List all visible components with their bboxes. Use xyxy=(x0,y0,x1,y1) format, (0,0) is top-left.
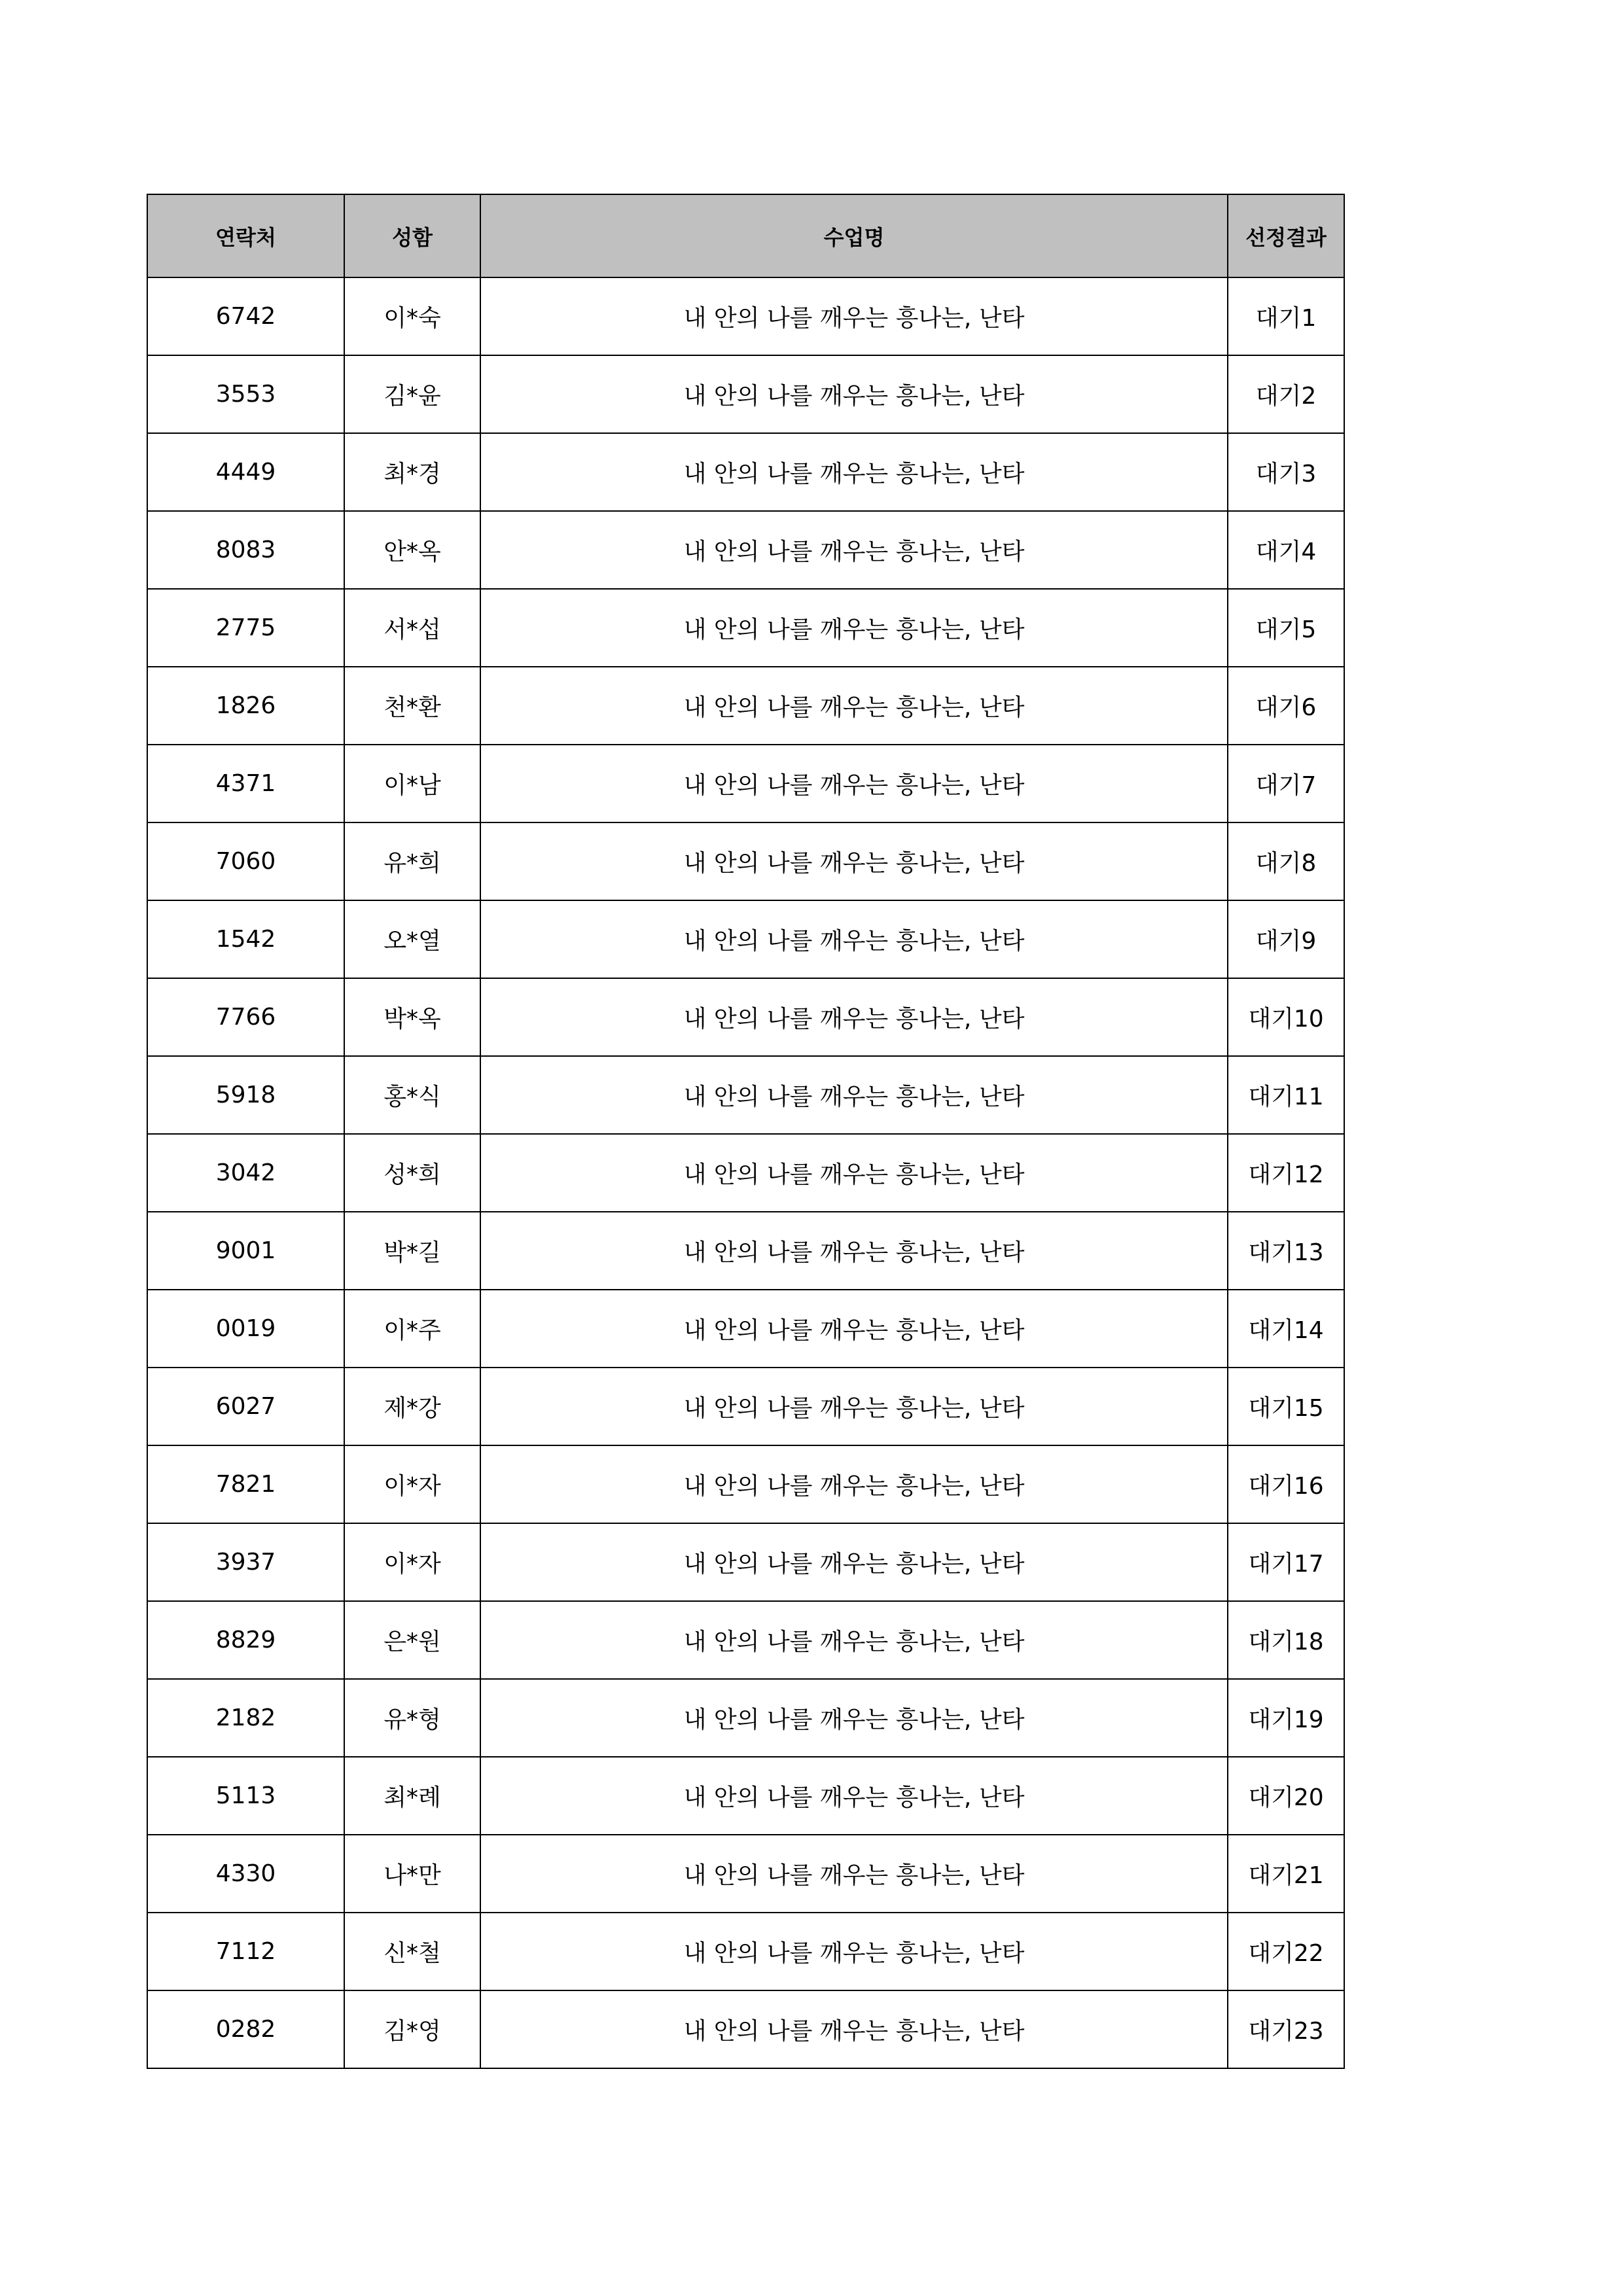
cell-name: 유*희 xyxy=(344,822,480,900)
cell-class-name: 내 안의 나를 깨우는 흥나는, 난타 xyxy=(480,822,1228,900)
table-row xyxy=(147,1913,1344,1990)
cell-result: 대기4 xyxy=(1228,511,1344,589)
table-row xyxy=(147,277,1344,355)
cell-result: 대기19 xyxy=(1228,1679,1344,1757)
cell-name: 오*열 xyxy=(344,900,480,978)
cell-class-name: 내 안의 나를 깨우는 흥나는, 난타 xyxy=(480,1601,1228,1679)
cell-class-name: 내 안의 나를 깨우는 흥나는, 난타 xyxy=(480,1913,1228,1990)
cell-name: 이*남 xyxy=(344,745,480,822)
cell-result: 대기17 xyxy=(1228,1523,1344,1601)
cell-contact: 2775 xyxy=(147,589,344,667)
cell-name: 박*길 xyxy=(344,1212,480,1290)
table-row xyxy=(147,1523,1344,1601)
cell-class-name: 내 안의 나를 깨우는 흥나는, 난타 xyxy=(480,589,1228,667)
cell-result: 대기5 xyxy=(1228,589,1344,667)
cell-name: 홍*식 xyxy=(344,1056,480,1134)
cell-name: 최*례 xyxy=(344,1757,480,1835)
cell-result: 대기2 xyxy=(1228,355,1344,433)
waitlist-table xyxy=(147,194,1345,2069)
cell-name: 안*옥 xyxy=(344,511,480,589)
cell-name: 은*원 xyxy=(344,1601,480,1679)
cell-contact: 0282 xyxy=(147,1990,344,2068)
table-row xyxy=(147,1601,1344,1679)
cell-class-name: 내 안의 나를 깨우는 흥나는, 난타 xyxy=(480,1757,1228,1835)
cell-result: 대기23 xyxy=(1228,1990,1344,2068)
table-row xyxy=(147,511,1344,589)
cell-name: 천*환 xyxy=(344,667,480,745)
table-row xyxy=(147,1056,1344,1134)
cell-contact: 5113 xyxy=(147,1757,344,1835)
cell-name: 박*옥 xyxy=(344,978,480,1056)
cell-result: 대기13 xyxy=(1228,1212,1344,1290)
table-row xyxy=(147,589,1344,667)
cell-name: 김*윤 xyxy=(344,355,480,433)
cell-contact: 7112 xyxy=(147,1913,344,1990)
cell-contact: 3042 xyxy=(147,1134,344,1212)
cell-contact: 4449 xyxy=(147,433,344,511)
cell-result: 대기16 xyxy=(1228,1445,1344,1523)
cell-result: 대기14 xyxy=(1228,1290,1344,1368)
cell-contact: 0019 xyxy=(147,1290,344,1368)
cell-name: 김*영 xyxy=(344,1990,480,2068)
table-row xyxy=(147,1445,1344,1523)
table-row xyxy=(147,355,1344,433)
cell-name: 성*희 xyxy=(344,1134,480,1212)
cell-result: 대기6 xyxy=(1228,667,1344,745)
cell-class-name: 내 안의 나를 깨우는 흥나는, 난타 xyxy=(480,1368,1228,1445)
cell-contact: 4371 xyxy=(147,745,344,822)
table-row xyxy=(147,667,1344,745)
cell-contact: 1542 xyxy=(147,900,344,978)
table-row xyxy=(147,900,1344,978)
cell-contact: 5918 xyxy=(147,1056,344,1134)
header-name: 성함 xyxy=(344,194,480,277)
cell-contact: 4330 xyxy=(147,1835,344,1913)
cell-class-name: 내 안의 나를 깨우는 흥나는, 난타 xyxy=(480,1990,1228,2068)
cell-class-name: 내 안의 나를 깨우는 흥나는, 난타 xyxy=(480,1445,1228,1523)
cell-result: 대기12 xyxy=(1228,1134,1344,1212)
cell-result: 대기8 xyxy=(1228,822,1344,900)
cell-result: 대기21 xyxy=(1228,1835,1344,1913)
table-row xyxy=(147,745,1344,822)
cell-contact: 6027 xyxy=(147,1368,344,1445)
cell-result: 대기7 xyxy=(1228,745,1344,822)
cell-class-name: 내 안의 나를 깨우는 흥나는, 난타 xyxy=(480,1523,1228,1601)
cell-class-name: 내 안의 나를 깨우는 흥나는, 난타 xyxy=(480,667,1228,745)
cell-contact: 9001 xyxy=(147,1212,344,1290)
cell-contact: 3553 xyxy=(147,355,344,433)
header-row xyxy=(147,194,1344,277)
cell-class-name: 내 안의 나를 깨우는 흥나는, 난타 xyxy=(480,1134,1228,1212)
cell-name: 서*섭 xyxy=(344,589,480,667)
cell-result: 대기10 xyxy=(1228,978,1344,1056)
cell-name: 이*자 xyxy=(344,1445,480,1523)
table-body xyxy=(147,277,1344,2068)
cell-result: 대기22 xyxy=(1228,1913,1344,1990)
cell-contact: 8829 xyxy=(147,1601,344,1679)
cell-result: 대기1 xyxy=(1228,277,1344,355)
cell-class-name: 내 안의 나를 깨우는 흥나는, 난타 xyxy=(480,1835,1228,1913)
table-row xyxy=(147,978,1344,1056)
cell-result: 대기11 xyxy=(1228,1056,1344,1134)
cell-class-name: 내 안의 나를 깨우는 흥나는, 난타 xyxy=(480,511,1228,589)
header-result: 선정결과 xyxy=(1228,194,1344,277)
header-contact: 연락처 xyxy=(147,194,344,277)
cell-result: 대기18 xyxy=(1228,1601,1344,1679)
cell-contact: 1826 xyxy=(147,667,344,745)
cell-class-name: 내 안의 나를 깨우는 흥나는, 난타 xyxy=(480,1290,1228,1368)
cell-name: 신*철 xyxy=(344,1913,480,1990)
cell-contact: 7821 xyxy=(147,1445,344,1523)
table-row xyxy=(147,1290,1344,1368)
table-row xyxy=(147,1212,1344,1290)
table-row xyxy=(147,1368,1344,1445)
table-row xyxy=(147,822,1344,900)
cell-class-name: 내 안의 나를 깨우는 흥나는, 난타 xyxy=(480,355,1228,433)
table-row xyxy=(147,1835,1344,1913)
cell-name: 이*숙 xyxy=(344,277,480,355)
cell-name: 최*경 xyxy=(344,433,480,511)
cell-result: 대기3 xyxy=(1228,433,1344,511)
cell-class-name: 내 안의 나를 깨우는 흥나는, 난타 xyxy=(480,745,1228,822)
table-header xyxy=(147,194,1344,277)
cell-contact: 2182 xyxy=(147,1679,344,1757)
cell-contact: 3937 xyxy=(147,1523,344,1601)
cell-contact: 6742 xyxy=(147,277,344,355)
cell-class-name: 내 안의 나를 깨우는 흥나는, 난타 xyxy=(480,433,1228,511)
header-class-name: 수업명 xyxy=(480,194,1228,277)
cell-result: 대기20 xyxy=(1228,1757,1344,1835)
table-row xyxy=(147,1990,1344,2068)
cell-class-name: 내 안의 나를 깨우는 흥나는, 난타 xyxy=(480,900,1228,978)
cell-class-name: 내 안의 나를 깨우는 흥나는, 난타 xyxy=(480,1056,1228,1134)
cell-class-name: 내 안의 나를 깨우는 흥나는, 난타 xyxy=(480,1212,1228,1290)
table-row xyxy=(147,1757,1344,1835)
cell-name: 유*형 xyxy=(344,1679,480,1757)
waitlist-sheet xyxy=(147,194,1344,2069)
cell-result: 대기9 xyxy=(1228,900,1344,978)
cell-class-name: 내 안의 나를 깨우는 흥나는, 난타 xyxy=(480,978,1228,1056)
table-row xyxy=(147,1679,1344,1757)
table-row xyxy=(147,1134,1344,1212)
cell-contact: 7060 xyxy=(147,822,344,900)
cell-class-name: 내 안의 나를 깨우는 흥나는, 난타 xyxy=(480,277,1228,355)
cell-result: 대기15 xyxy=(1228,1368,1344,1445)
cell-name: 이*자 xyxy=(344,1523,480,1601)
cell-contact: 7766 xyxy=(147,978,344,1056)
cell-name: 제*강 xyxy=(344,1368,480,1445)
cell-class-name: 내 안의 나를 깨우는 흥나는, 난타 xyxy=(480,1679,1228,1757)
cell-name: 이*주 xyxy=(344,1290,480,1368)
table-row xyxy=(147,433,1344,511)
cell-contact: 8083 xyxy=(147,511,344,589)
cell-name: 나*만 xyxy=(344,1835,480,1913)
